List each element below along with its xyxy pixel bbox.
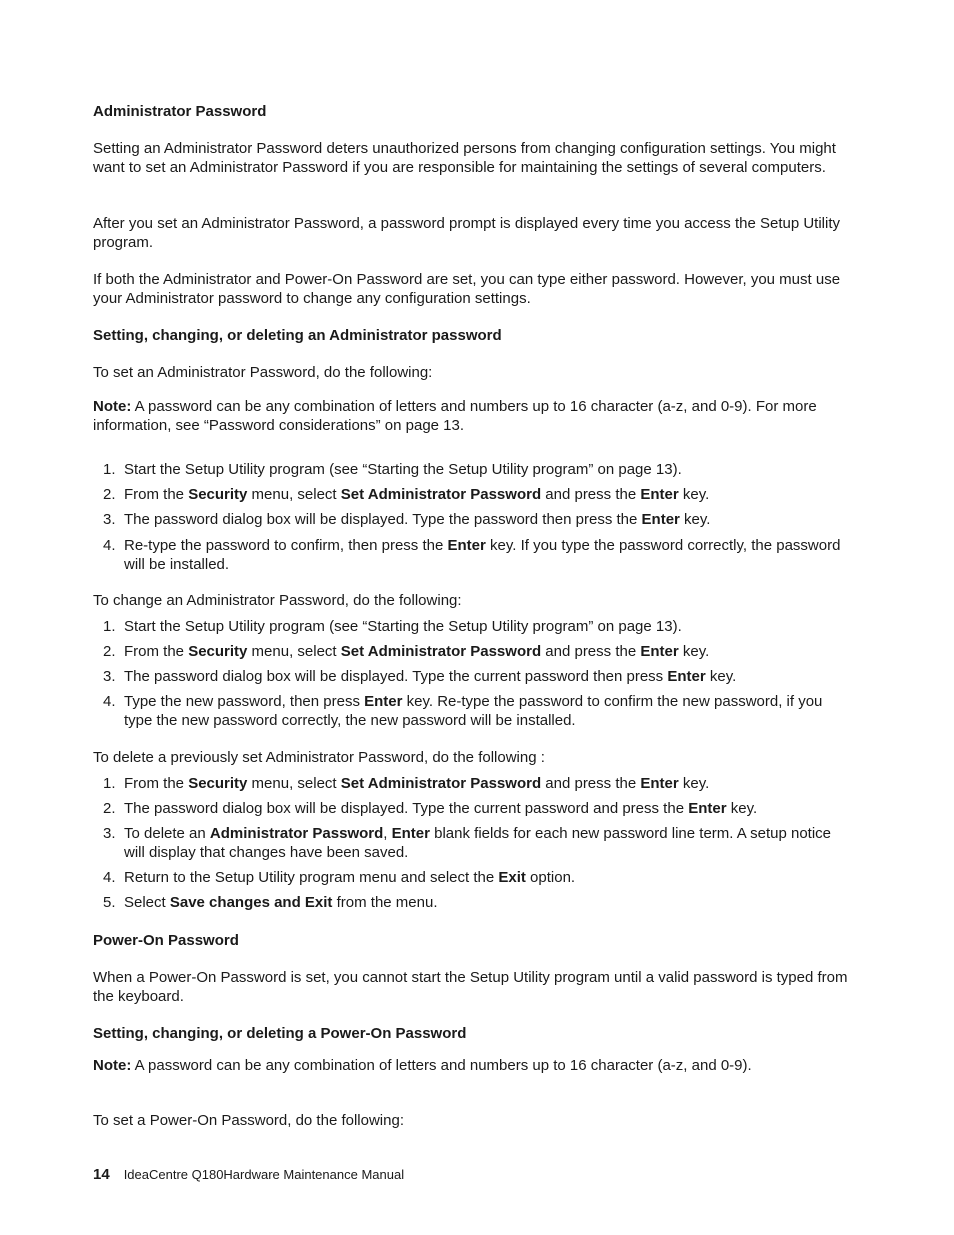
list-item-number: 1. bbox=[103, 461, 116, 478]
set-poweron-intro: To set a Power-On Password, do the following: bbox=[93, 1112, 404, 1129]
change-admin-intro: To change an Administrator Password, do the following: bbox=[93, 592, 462, 609]
list-item-number: 2. bbox=[103, 800, 116, 817]
emphasis: Save changes and Exit bbox=[169, 894, 333, 911]
page-number: 14 bbox=[93, 1166, 110, 1183]
emphasis: Enter bbox=[391, 825, 430, 842]
poweron-note bbox=[93, 1056, 853, 1075]
note-label: Note: bbox=[93, 398, 132, 415]
list-item-number: 4. bbox=[103, 537, 116, 554]
emphasis: Security bbox=[188, 643, 248, 660]
emphasis: Enter bbox=[641, 511, 680, 528]
list-item-number: 3. bbox=[103, 668, 116, 685]
admin-note bbox=[93, 397, 853, 435]
emphasis: Enter bbox=[640, 486, 679, 503]
list-item-text: Start the Setup Utility program (see “Starting the Setup Utility program” on page 13). bbox=[124, 618, 682, 635]
section-title-power-on-password: Power-On Password bbox=[93, 932, 239, 949]
set-admin-intro: To set an Administrator Password, do the following: bbox=[93, 364, 433, 381]
list-item-number: 5. bbox=[103, 894, 116, 911]
admin-paragraph-1: Setting an Administrator Password deters unauthorized persons from changing configuration settings. You might want to set an Administrator Password if you are responsible for maintaining the settings of several computers. bbox=[93, 140, 836, 176]
list-item-text: From the Security menu, select Set Administrator Password and press the Enter key. bbox=[124, 486, 710, 503]
manual-title: IdeaCentre Q180Hardware Maintenance Manual bbox=[123, 1167, 405, 1182]
emphasis: Security bbox=[188, 775, 248, 792]
list-item-number: 4. bbox=[103, 869, 116, 886]
emphasis: Set Administrator Password bbox=[340, 643, 542, 660]
emphasis: Enter bbox=[364, 693, 403, 710]
section-title-administrator-password: Administrator Password bbox=[93, 103, 267, 120]
page-footer bbox=[93, 1166, 404, 1184]
emphasis: Administrator Password bbox=[209, 825, 384, 842]
list-item-text: Start the Setup Utility program (see “Starting the Setup Utility program” on page 13). bbox=[124, 461, 682, 478]
list-item-text: The password dialog box will be displayed. Type the current password then press Enter key. bbox=[124, 668, 737, 685]
poweron-paragraph-1: When a Power-On Password is set, you cannot start the Setup Utility program until a valid password is typed from the keyboard. bbox=[93, 969, 848, 1005]
list-item-text: From the Security menu, select Set Administrator Password and press the Enter key. bbox=[124, 643, 710, 660]
list-item-text: From the Security menu, select Set Administrator Password and press the Enter key. bbox=[124, 775, 710, 792]
note-text: A password can be any combination of letters and numbers up to 16 character (a-z, and 0-9). For more information, see “Password considerations” on page 13. bbox=[93, 398, 817, 434]
list-item-number: 2. bbox=[103, 486, 116, 503]
list-item-number: 2. bbox=[103, 643, 116, 660]
emphasis: Enter bbox=[640, 643, 679, 660]
list-item-text: The password dialog box will be displayed. Type the current password and press the Enter key. bbox=[124, 800, 758, 817]
list-item-number: 1. bbox=[103, 775, 116, 792]
list-item-text: Select Save changes and Exit from the menu. bbox=[124, 894, 438, 911]
admin-paragraph-3: If both the Administrator and Power-On Password are set, you can type either password. However, you must use your Administrator password to change any configuration settings. bbox=[93, 271, 841, 307]
delete-admin-intro: To delete a previously set Administrator Password, do the following : bbox=[93, 749, 545, 766]
list-item-text: The password dialog box will be displayed. Type the password then press the Enter key. bbox=[124, 511, 711, 528]
list-item-text: Return to the Setup Utility program menu and select the Exit option. bbox=[124, 869, 576, 886]
note-label: Note: bbox=[93, 1057, 132, 1074]
list-item-number: 1. bbox=[103, 618, 116, 635]
emphasis: Set Administrator Password bbox=[340, 486, 542, 503]
emphasis: Exit bbox=[498, 869, 526, 886]
subsection-title-poweron-password: Setting, changing, or deleting a Power-On Password bbox=[93, 1025, 467, 1042]
list-item-number: 3. bbox=[103, 511, 116, 528]
emphasis: Enter bbox=[667, 668, 706, 685]
list-item-number: 4. bbox=[103, 693, 116, 710]
subsection-title-admin-password: Setting, changing, or deleting an Administrator password bbox=[93, 327, 502, 344]
emphasis: Enter bbox=[447, 537, 486, 554]
note-text: A password can be any combination of letters and numbers up to 16 character (a-z, and 0-9). bbox=[131, 1057, 752, 1074]
list-item-text: Type the new password, then press Enter key. Re-type the password to confirm the new password, if you type the new password correctly, the new password will be installed. bbox=[124, 693, 823, 729]
list-item-text: To delete an Administrator Password, Enter blank fields for each new password line term. A setup notice will display that changes have been saved. bbox=[124, 825, 832, 861]
emphasis: Set Administrator Password bbox=[340, 775, 542, 792]
emphasis: Enter bbox=[688, 800, 727, 817]
list-item-number: 3. bbox=[103, 825, 116, 842]
emphasis: Security bbox=[188, 486, 248, 503]
list-item-text: Re-type the password to confirm, then press the Enter key. If you type the password correctly, the password will be installed. bbox=[124, 537, 841, 573]
emphasis: Enter bbox=[640, 775, 679, 792]
admin-paragraph-2: After you set an Administrator Password, a password prompt is displayed every time you access the Setup Utility program. bbox=[93, 215, 840, 251]
